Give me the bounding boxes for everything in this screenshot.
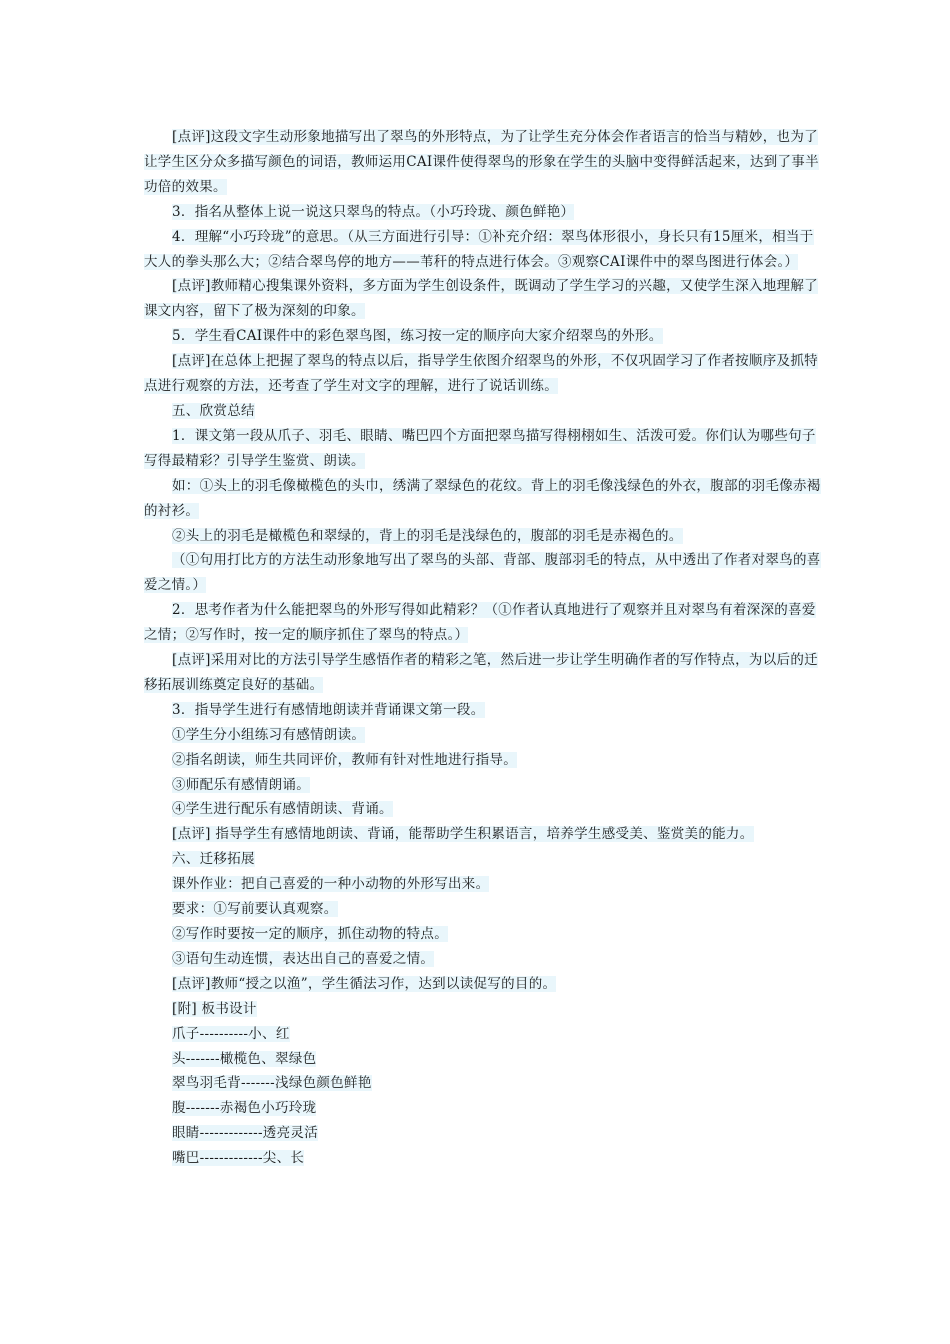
section-heading xyxy=(144,399,824,424)
paragraph xyxy=(144,748,824,773)
paragraph xyxy=(144,648,824,698)
paragraph xyxy=(144,947,824,972)
paragraph-text: ③语句生动连惯，表达出自己的喜爱之情。 xyxy=(172,950,435,967)
paragraph-text: [点评]采用对比的方法引导学生感悟作者的精彩之笔，然后进一步让学生明确作者的写作特点，为以后的迁移拓展训练奠定良好的基础。 xyxy=(144,652,818,693)
paragraph-text: [点评]教师“授之以渔”，学生循法习作，达到以读促写的目的。 xyxy=(172,975,557,992)
paragraph-text: [点评]这段文字生动形象地描写出了翠鸟的外形特点，为了让学生充分体会作者语言的恰当与精妙，也为了让学生区分众多描写颜色的词语，教师运用CAI课件使得翠鸟的形象在学生的头脑中变得鲜活起来，达到了事半功倍的效果。 xyxy=(144,129,819,195)
paragraph xyxy=(144,822,824,847)
paragraph-text: 1．课文第一段从爪子、羽毛、眼睛、嘴巴四个方面把翠鸟描写得栩栩如生、活泼可爱。你们认为哪些句子写得最精彩？引导学生鉴赏、朗读。 xyxy=(144,427,816,469)
paragraph xyxy=(144,474,824,524)
paragraph-text: 5．学生看CAI课件中的彩色翠鸟图，练习按一定的顺序向大家介绍翠鸟的外形。 xyxy=(172,328,663,345)
paragraph-text: ④学生进行配乐有感情朗读、背诵。 xyxy=(172,801,393,818)
document-body xyxy=(144,125,824,1171)
paragraph-text: 2．思考作者为什么能把翠鸟的外形写得如此精彩？（①作者认真地进行了观察并且对翠鸟有着深深的喜爱之情；②写作时，按一定的顺序抓住了翠鸟的特点。） xyxy=(144,602,816,644)
board-line xyxy=(144,1121,824,1146)
paragraph xyxy=(144,424,824,474)
paragraph xyxy=(144,349,824,399)
paragraph-text: 课外作业：把自己喜爱的一种小动物的外形写出来。 xyxy=(172,876,490,893)
paragraph-text: 如：①头上的羽毛像橄榄色的头巾，绣满了翠绿色的花纹。背上的羽毛像浅绿色的外衣，腹部的羽毛像赤褐的衬衫。 xyxy=(144,477,821,519)
paragraph xyxy=(144,872,824,897)
paragraph-text: [点评] 指导学生有感情地朗读、背诵，能帮助学生积累语言，培养学生感受美、鉴赏美的能力。 xyxy=(172,826,754,843)
paragraph xyxy=(144,324,824,349)
board-line xyxy=(144,1047,824,1072)
paragraph-text: （①句用打比方的方法生动形象地写出了翠鸟的头部、背部、腹部羽毛的特点，从中透出了作者对翠鸟的喜爱之情。） xyxy=(144,552,821,594)
paragraph-text: 翠鸟羽毛背-------浅绿色颜色鲜艳 xyxy=(172,1075,372,1092)
board-line xyxy=(144,1146,824,1171)
paragraph-text: 五、欣赏总结 xyxy=(172,402,255,419)
paragraph-text: 3．指名从整体上说一说这只翠鸟的特点。（小巧玲珑、颜色鲜艳） xyxy=(172,203,575,220)
paragraph-text: ②写作时要按一定的顺序，抓住动物的特点。 xyxy=(172,926,448,942)
paragraph xyxy=(144,897,824,922)
paragraph-text: ②指名朗读，师生共同评价，教师有针对性地进行指导。 xyxy=(172,751,517,768)
section-heading xyxy=(144,997,824,1022)
paragraph-text: 头-------橄榄色、翠绿色 xyxy=(172,1050,317,1067)
paragraph xyxy=(144,524,824,549)
paragraph xyxy=(144,548,824,598)
paragraph-text: [附] 板书设计 xyxy=(172,1000,257,1017)
board-line xyxy=(144,1071,824,1096)
paragraph-text: 3．指导学生进行有感情地朗读并背诵课文第一段。 xyxy=(172,701,485,718)
board-line xyxy=(144,1096,824,1121)
paragraph xyxy=(144,598,824,648)
paragraph-text: 4．理解“小巧玲珑”的意思。（从三方面进行引导：①补充介绍：翠鸟体形很小，身长只有15厘米，相当于大人的拳头那么大；②结合翠鸟停的地方——苇秆的特点进行体会。③观察CAI课件中的翠鸟图进行体会。） xyxy=(144,228,814,270)
paragraph xyxy=(144,274,824,324)
paragraph-text: 六、迁移拓展 xyxy=(172,851,255,868)
paragraph xyxy=(144,200,824,225)
paragraph xyxy=(144,125,824,200)
paragraph-text: [点评]教师精心搜集课外资料，多方面为学生创设条件，既调动了学生学习的兴趣，又使学生深入地理解了课文内容，留下了极为深刻的印象。 xyxy=(144,278,818,320)
paragraph xyxy=(144,698,824,723)
paragraph xyxy=(144,972,824,997)
paragraph xyxy=(144,723,824,748)
paragraph xyxy=(144,922,824,947)
paragraph xyxy=(144,773,824,798)
paragraph-text: 爪子----------小、红 xyxy=(172,1025,290,1042)
paragraph-text: 眼睛-------------透亮灵活 xyxy=(172,1125,318,1142)
paragraph-text: ①学生分小组练习有感情朗读。 xyxy=(172,726,366,743)
paragraph xyxy=(144,225,824,275)
section-heading xyxy=(144,847,824,872)
paragraph-text: 嘴巴-------------尖、长 xyxy=(172,1150,305,1167)
board-line xyxy=(144,1022,824,1047)
paragraph-text: [点评]在总体上把握了翠鸟的特点以后，指导学生依图介绍翠鸟的外形，不仅巩固学习了作者按顺序及抓特点进行观察的方法，还考查了学生对文字的理解，进行了说话训练。 xyxy=(144,353,818,395)
paragraph-text: 腹-------赤褐色小巧玲珑 xyxy=(172,1100,317,1117)
paragraph-text: ③师配乐有感情朗诵。 xyxy=(172,776,310,793)
paragraph-text: ②头上的羽毛是橄榄色和翠绿的，背上的羽毛是浅绿色的，腹部的羽毛是赤褐色的。 xyxy=(172,527,683,544)
paragraph-text: 要求：①写前要认真观察。 xyxy=(172,901,338,918)
paragraph xyxy=(144,797,824,822)
